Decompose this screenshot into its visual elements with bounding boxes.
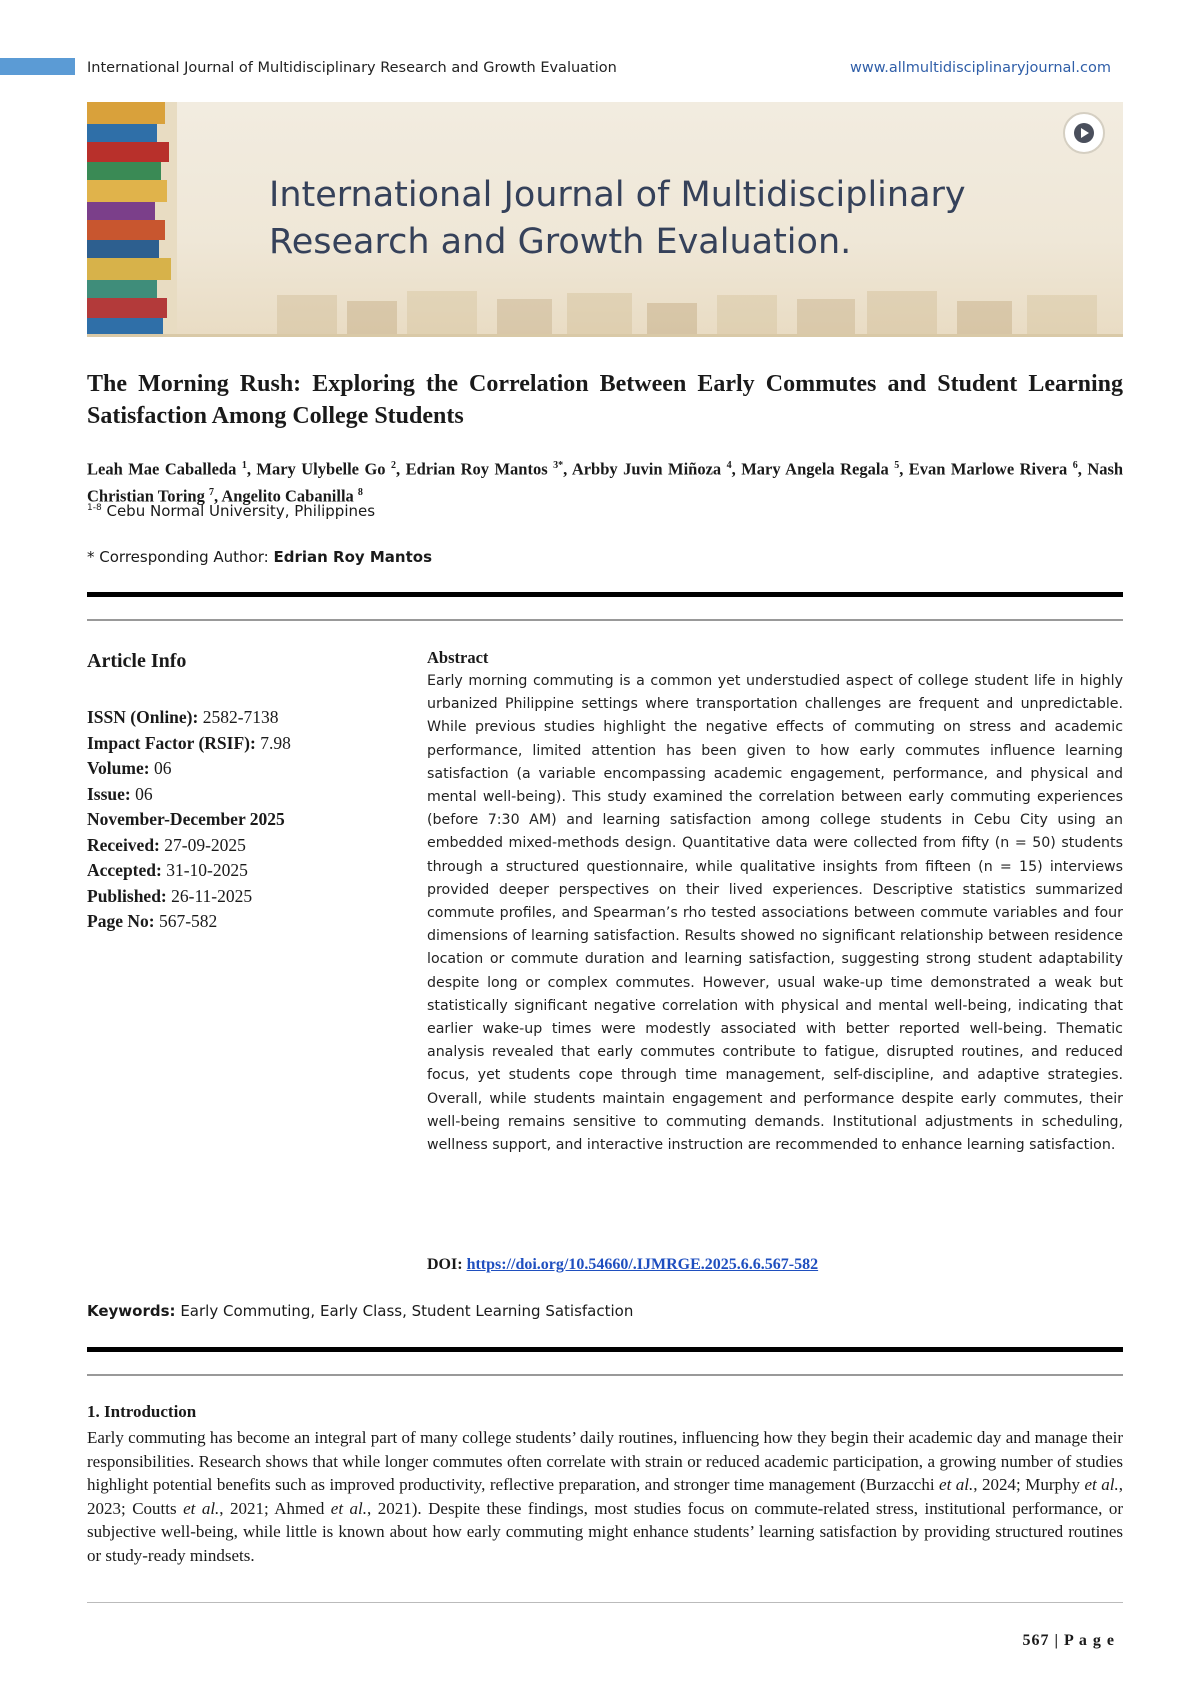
accepted-row	[87, 858, 291, 884]
keywords-text: Early Commuting, Early Class, Student Learning Satisfaction	[180, 1302, 634, 1320]
received-value: 27-09-2025	[164, 834, 246, 855]
section-divider-thick	[87, 592, 1123, 597]
author-name: Leah Mae Caballeda	[87, 459, 237, 479]
pages-row	[87, 909, 291, 935]
author-name: Angelito Cabanilla	[221, 486, 354, 505]
author-affiliation-mark: 8	[357, 486, 363, 498]
author-affiliation-mark: 1	[241, 460, 247, 471]
section-divider-thick	[87, 1347, 1123, 1352]
accepted-label: Accepted:	[87, 860, 162, 880]
author-name: Mary Angela Regala	[741, 459, 889, 479]
introduction-paragraph	[87, 1426, 1123, 1567]
citation-etal: et al.	[939, 1475, 974, 1494]
published-label: Published:	[87, 885, 167, 906]
introduction-heading: 1. Introduction	[87, 1402, 197, 1421]
citation-etal: et al.	[330, 1498, 368, 1518]
journal-banner	[87, 102, 1123, 337]
corresponding-author-label: * Corresponding Author:	[87, 548, 269, 566]
affiliation-text: Cebu Normal University, Philippines	[106, 502, 376, 520]
impact-factor-value: 7.98	[260, 732, 291, 753]
play-icon[interactable]	[1063, 112, 1105, 154]
author-affiliation-mark: 2	[391, 460, 397, 471]
author-name: Evan Marlowe Rivera	[908, 459, 1068, 479]
author-affiliation-mark: 7	[208, 486, 214, 498]
impact-factor-row	[87, 731, 291, 757]
play-circle-icon	[1073, 122, 1095, 144]
citation-text: , 2023; Coutts	[87, 1475, 1124, 1518]
affiliation	[87, 502, 375, 520]
issue-value: 06	[135, 783, 153, 804]
received-row	[87, 833, 291, 859]
books-shelf-decoration	[267, 287, 1107, 334]
abstract-heading: Abstract	[427, 648, 489, 667]
publication-period: November-December 2025	[87, 809, 285, 829]
section-divider-thin	[87, 619, 1123, 621]
doi-link[interactable]: https://doi.org/10.54660/.IJMRGE.2025.6.6.567-582	[466, 1256, 819, 1273]
running-header-journal: International Journal of Multidisciplinary Research and Growth Evaluation	[87, 60, 617, 76]
issue-row	[87, 782, 291, 808]
keywords	[87, 1302, 633, 1320]
citation-text: , 2021; Ahmed	[219, 1498, 331, 1518]
books-illustration	[87, 102, 177, 334]
journal-website-link[interactable]: www.allmultidisciplinaryjournal.com	[850, 60, 1111, 76]
author-name: Arbby Juvin Miñoza	[571, 459, 722, 479]
article-title: The Morning Rush: Exploring the Correlation Between Early Commutes and Student Learning Satisfaction Among College Students	[87, 371, 1123, 429]
volume-value: 06	[153, 758, 172, 778]
author-name: Nash Christian Toring	[87, 459, 1124, 505]
author-affiliation-mark: 3*	[553, 460, 564, 471]
author-affiliation-mark: 6	[1072, 460, 1078, 471]
intro-text-part: Early commuting has become an integral part of many college students’ daily routines, influencing how they begin their academic day and manage their responsibilities. Research shows that while longer commutes often correlate with strain or reduced academic participation, a growing number of studies highlight potential benefits such as improved productivity, reflective preparation, and stronger time management (Burzacchi	[87, 1428, 1123, 1494]
doi-label: DOI:	[427, 1256, 463, 1273]
received-label: Received:	[87, 834, 160, 855]
issn-row	[87, 705, 291, 731]
period-row	[87, 807, 291, 833]
keywords-label: Keywords:	[87, 1302, 176, 1320]
page-label: | P a g e	[1054, 1632, 1115, 1649]
author-list: Leah Mae Caballeda $^1$, Mary Ulybelle Go $^2$, Edrian Roy Mantos $^{3*}$, Arbby Juvin Miñoza $^4$, Mary Angela Regala $^5$, Evan Marlowe Rivera $^6$, Nash Christian Toring $^7$, Angelito Cabanilla $^8$	[87, 459, 1124, 505]
citation-etal: et al.	[183, 1498, 220, 1518]
intro-text-part: , 2021). Despite these findings, most studies focus on commute-related stress, institutional performance, or subjective well-being, while little is known about how early commuting might enhance students’ learning satisfaction by providing structured routines or study-ready mindsets.	[87, 1498, 1123, 1565]
section-divider-thin	[87, 1374, 1123, 1376]
corresponding-author-name: Edrian Roy Mantos	[273, 548, 433, 566]
citation-text: , 2024; Murphy	[973, 1475, 1085, 1494]
abstract-text: Early morning commuting is a common yet understudied aspect of college student life in highly urbanized Philippine settings where transportation challenges are frequent and unpredictable. While previous studies highlight the negative effects of commuting on stress and academic performance, limited attention has been given to how early commutes influence learning satisfaction (a variable encompassing academic engagement, performance, and physical and mental well-being). This study examined the correlation between early commuting experiences (before 7:30 AM) and learning satisfaction among college students in Cebu City using an embedded mixed-methods design. Quantitative data were collected from fifty (n = 50) students through a structured questionnaire, while qualitative insights from fifteen (n = 15) interviews provided deeper perspectives on their lived experiences. Descriptive statistics summarized commute profiles, and Spearman’s rho tested associations between commute variables and four dimensions of learning satisfaction. Results showed no significant relationship between residence location or commute duration and learning satisfaction, suggesting strong student adaptability despite long or complex commutes. However, usual wake-up time demonstrated a weak but statistically significant negative correlation with physical and mental well-being, indicating that earlier wake-up times were modestly associated with better reported well-being. Thematic analysis revealed that early commutes contribute to fatigue, disrupted routines, and reduced focus, yet students cope through time management, self-discipline, and adaptive strategies. Overall, while students maintain engagement and performance despite early commutes, their well-being remains sensitive to commuting demands. Institutional adjustments in scheduling, wellness support, and interactive instruction are recommended to enhance learning satisfaction.	[427, 673, 1123, 1154]
accepted-value: 31-10-2025	[166, 860, 248, 880]
author-name: Edrian Roy Mantos	[405, 459, 548, 479]
impact-factor-label: Impact Factor (RSIF):	[87, 732, 256, 753]
issn-label: ISSN (Online):	[87, 707, 199, 727]
corresponding-author	[87, 548, 432, 566]
author-name: Mary Ulybelle Go	[256, 459, 386, 479]
published-value: 26-11-2025	[171, 885, 253, 906]
footer-divider	[87, 1602, 1123, 1603]
volume-label: Volume:	[87, 758, 150, 778]
doi-line	[427, 1256, 818, 1274]
volume-row	[87, 756, 291, 782]
affiliation-mark: 1-8	[87, 503, 102, 513]
article-info-list	[87, 705, 291, 935]
page-number-value: 567	[1022, 1632, 1050, 1649]
pages-label: Page No:	[87, 911, 155, 931]
header-accent-bar	[0, 58, 75, 75]
issue-label: Issue:	[87, 783, 131, 804]
published-row	[87, 884, 291, 910]
author-affiliation-mark: 4	[726, 460, 732, 471]
article-info-heading: Article Info	[87, 650, 187, 672]
issn-value: 2582-7138	[202, 707, 279, 727]
pages-value: 567-582	[158, 911, 218, 931]
author-affiliation-mark: 5	[894, 460, 900, 471]
citation-etal: et al.	[1084, 1475, 1119, 1494]
banner-title	[269, 172, 966, 266]
page-number	[1022, 1632, 1115, 1650]
banner-title-line-1: International Journal of Multidisciplinary	[269, 175, 966, 215]
banner-title-line-2: Research and Growth Evaluation.	[269, 222, 852, 262]
